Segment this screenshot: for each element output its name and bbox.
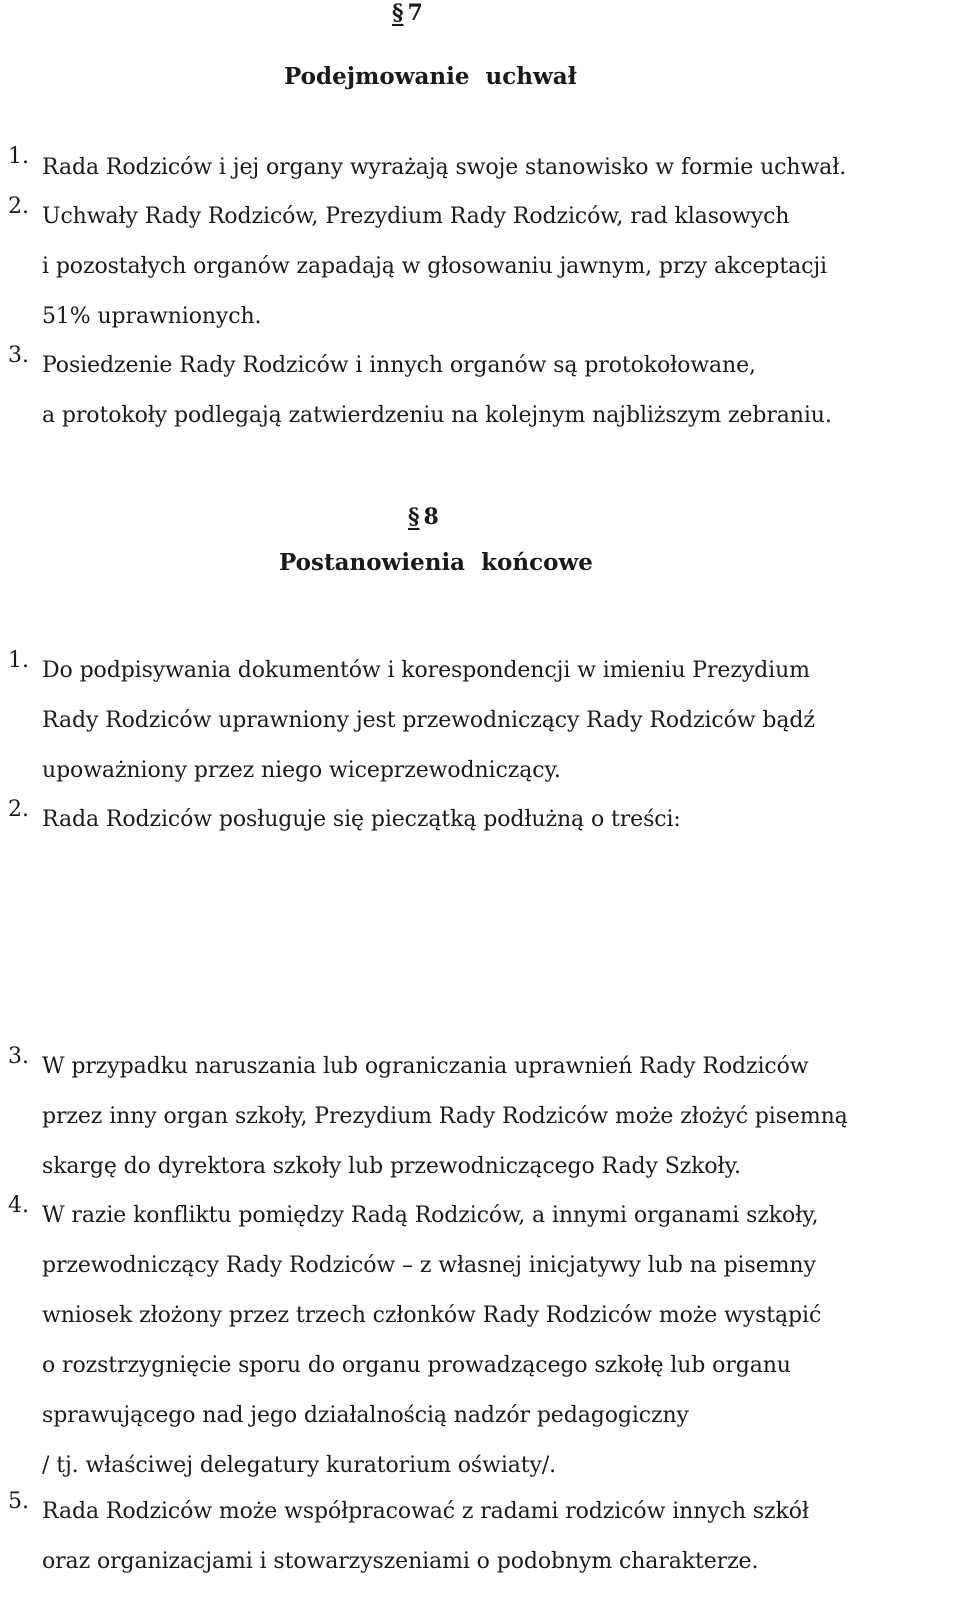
list-item-number: 3. xyxy=(8,343,29,368)
list-item-text: Rada Rodziców może współpracować z radami rodziców innych szkół oraz organizacjami i stowarzyszeniami o podobnym charakterze. xyxy=(42,1499,809,1574)
section-8-number xyxy=(408,502,439,532)
section-sign: § xyxy=(408,504,420,530)
list-item-number: 1. xyxy=(8,144,29,169)
list-item-number: 2. xyxy=(8,797,29,822)
list-item-text: Rada Rodziców i jej organy wyrażają swoje stanowisko w formie uchwał. xyxy=(42,155,847,180)
section-8-title: Postanowienia końcowe xyxy=(279,549,593,576)
section-7-title: Podejmowanie uchwał xyxy=(284,63,577,90)
list-item-text: Rada Rodziców posługuje się pieczątką podłużną o treści: xyxy=(42,807,681,832)
list-item-text: Do podpisywania dokumentów i korespondencji w imieniu Prezydium Rady Rodziców uprawniony jest przewodniczący Rady Rodziców bądź upoważniony przez niego wiceprzewodniczący. xyxy=(42,658,815,783)
list-item-text: Uchwały Rady Rodziców, Prezydium Rady Rodziców, rad klasowych i pozostałych organów zapadają w głosowaniu jawnym, przy akceptacji 51% uprawnionych. xyxy=(42,204,827,329)
list-item-text: Posiedzenie Rady Rodziców i innych organów są protokołowane, a protokoły podlegają zatwierdzeniu na kolejnym najbliższym zebraniu. xyxy=(42,353,832,428)
list-item-text: W przypadku naruszania lub ograniczania uprawnień Rady Rodziców przez inny organ szkoły, Prezydium Rady Rodziców może złożyć pisemną skargę do dyrektora szkoły lub przewodniczącego Rady Szkoły. xyxy=(42,1054,848,1179)
list-item-number: 4. xyxy=(8,1193,29,1218)
section-sign: § xyxy=(392,0,404,26)
list-item-number: 3. xyxy=(8,1044,29,1069)
section-number: 7 xyxy=(407,0,423,26)
list-item-text: W razie konfliktu pomiędzy Radą Rodziców, a innymi organami szkoły, przewodniczący Rady Rodziców – z własnej inicjatywy lub na pisemny wniosek złożony przez trzech członków Rady Rodziców może wystąpić o rozstrzygnięcie sporu do organu prowadzącego szkołę lub organu sprawującego nad jego działalnością nadzór pedagogiczny / tj. właściwej delegatury kuratorium oświaty/. xyxy=(42,1203,822,1478)
list-item-number: 5. xyxy=(8,1489,29,1514)
section-7-number xyxy=(392,0,423,28)
list-item-number: 2. xyxy=(8,194,29,219)
list-item-number: 1. xyxy=(8,648,29,673)
section-number: 8 xyxy=(423,504,439,530)
